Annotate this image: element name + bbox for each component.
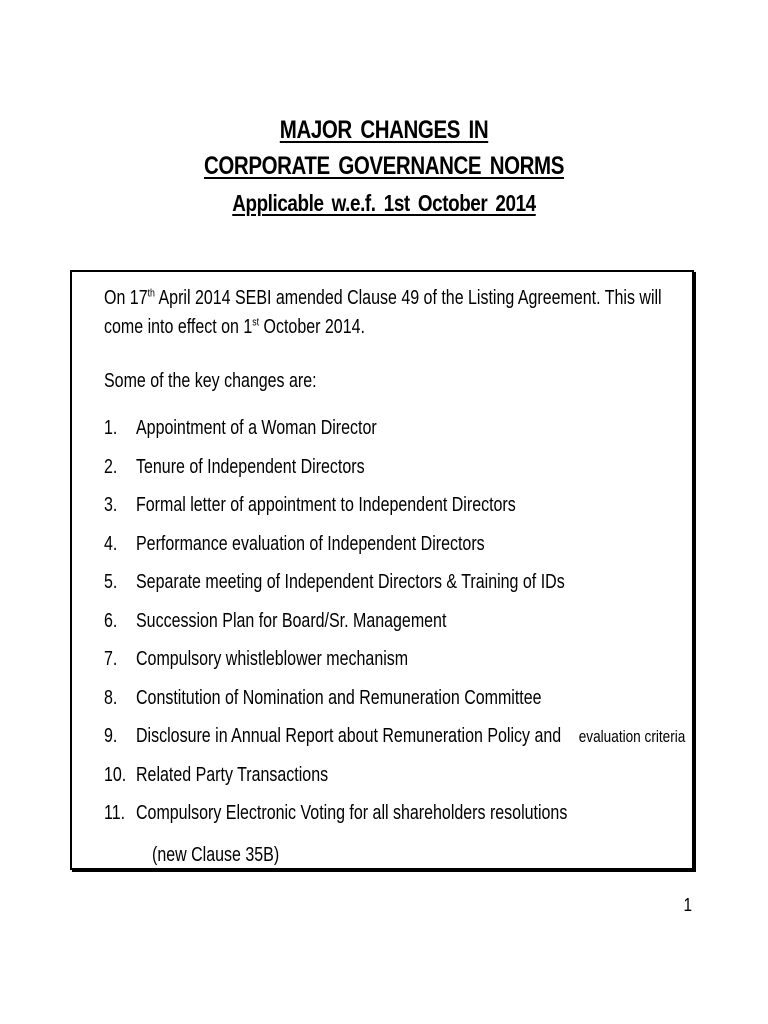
list-item (104, 608, 685, 647)
list-item (104, 723, 685, 762)
list-item (104, 454, 685, 493)
list-item (104, 531, 685, 570)
item-number: 1. (104, 417, 118, 439)
title-line-1: MAJOR CHANGES IN (279, 116, 489, 144)
item-number: 7. (104, 648, 118, 670)
item-text: Separate meeting of Independent Directors & Training of IDs (136, 571, 565, 593)
list-item (104, 800, 685, 839)
intro-text-4: October 2014. (259, 316, 365, 338)
item-number: 6. (104, 609, 118, 632)
list-item (104, 569, 685, 608)
page-title (0, 112, 768, 222)
intro-sup-2: st (252, 316, 260, 329)
item-text: Succession Plan for Board/Sr. Management (136, 609, 447, 632)
item-extra-text: evaluation criteria (578, 727, 686, 746)
item-text: Related Party Transactions (136, 763, 329, 786)
item-text: Compulsory Electronic Voting for all shareholders resolutions (136, 802, 568, 824)
item-text: Disclosure in Annual Report about Remuneration Policy and (136, 725, 562, 747)
lead-text: Some of the key changes are: (104, 370, 317, 392)
content-box (70, 270, 694, 870)
list-item (104, 685, 685, 724)
item-text: Constitution of Nomination and Remuneration Committee (136, 686, 542, 709)
item-number: 3. (104, 494, 118, 516)
intro-text-3: come into effect on 1 (104, 316, 253, 338)
item-number: 9. (104, 725, 118, 747)
intro-paragraph (104, 284, 662, 342)
list-item (104, 762, 685, 801)
list-item (104, 646, 685, 685)
intro-text-1: On 17 (104, 287, 148, 309)
item-text: Appointment of a Woman Director (136, 417, 377, 439)
item-text: Performance evaluation of Independent Directors (136, 532, 485, 555)
list-item (104, 492, 685, 531)
item-text: Tenure of Independent Directors (136, 455, 365, 478)
item-text: Formal letter of appointment to Independent Directors (136, 494, 516, 516)
title-line-3: Applicable w.e.f. 1st October 2014 (232, 190, 536, 216)
intro-sup-1: th (147, 287, 155, 300)
changes-list (104, 415, 768, 839)
title-line-2: CORPORATE GOVERNANCE NORMS (203, 152, 564, 180)
item-number: 8. (104, 686, 118, 709)
item-text: Compulsory whistleblower mechanism (136, 648, 409, 670)
item-continuation: (new Clause 35B) (152, 844, 280, 866)
item-number: 5. (104, 571, 118, 593)
intro-text-2: April 2014 SEBI amended Clause 49 of the Listing Agreement. This will (154, 287, 662, 309)
item-number: 2. (104, 455, 118, 478)
item-number: 4. (104, 532, 118, 555)
item-number: 10. (104, 763, 127, 786)
list-item (104, 415, 685, 454)
item-number: 11. (104, 802, 126, 824)
page-number: 1 (683, 895, 692, 915)
